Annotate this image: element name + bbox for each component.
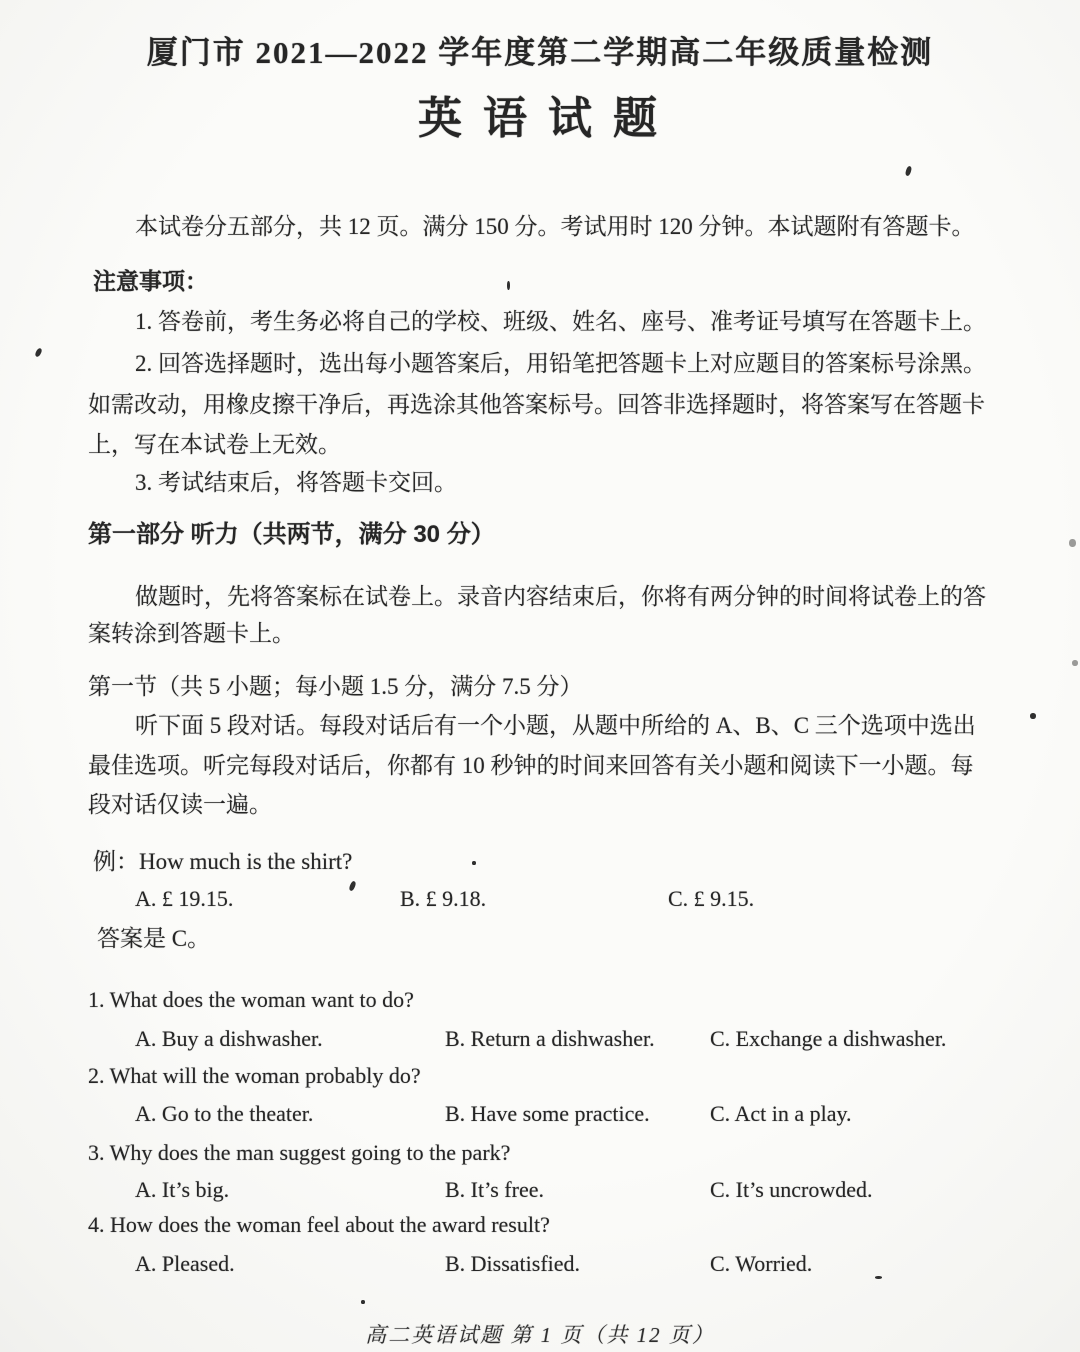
scan-speck (34, 347, 43, 357)
section1-direction-line-1: 听下面 5 段对话。每段对话后有一个小题，从题中所给的 A、B、C 三个选项中选出 (135, 713, 976, 738)
notice-item-1: 1. 答卷前，考生务必将自己的学校、班级、姓名、座号、准考证号填写在答题卡上。 (135, 309, 986, 334)
scan-speck (1072, 660, 1078, 666)
question-4-prompt: 4. How does the woman feel about the award result? (88, 1212, 550, 1237)
question-4-option-b: B. Dissatisfied. (445, 1251, 581, 1276)
example-option-c: C. £ 9.15. (668, 886, 755, 911)
question-1-prompt: 1. What does the woman want to do? (88, 987, 414, 1012)
part1-direction-line-1: 做题时，先将答案标在试卷上。录音内容结束后，你将有两分钟的时间将试卷上的答 (135, 584, 986, 609)
notice-item-2-line-3: 上，写在本试卷上无效。 (88, 432, 341, 457)
question-2-option-c: C. Act in a play. (710, 1101, 852, 1126)
page-footer: 高二英语试题 第 1 页（共 12 页） (365, 1323, 715, 1347)
scan-speck (905, 165, 913, 176)
example-options (88, 886, 1048, 916)
scan-speck (1069, 539, 1076, 547)
question-1-option-c: C. Exchange a dishwasher. (710, 1026, 947, 1051)
scan-speck (1030, 713, 1036, 719)
question-2-option-b: B. Have some practice. (445, 1101, 650, 1126)
notice-heading: 注意事项： (93, 268, 208, 294)
question-1-option-a: A. Buy a dishwasher. (135, 1026, 323, 1051)
scan-speck (472, 861, 476, 865)
question-4-options (88, 1251, 1048, 1281)
question-3-option-a: A. It’s big. (135, 1177, 230, 1202)
example-prompt: 例：How much is the shirt? (93, 849, 353, 874)
notice-item-3: 3. 考试结束后，将答题卡交回。 (135, 470, 457, 495)
scan-speck (875, 1276, 882, 1279)
question-1-option-b: B. Return a dishwasher. (445, 1026, 655, 1051)
question-4-option-a: A. Pleased. (135, 1251, 235, 1276)
example-option-a: A. £ 19.15. (135, 886, 234, 911)
question-2-options (88, 1101, 1048, 1131)
scan-speck (361, 1300, 365, 1304)
question-4-option-c: C. Worried. (710, 1251, 813, 1276)
question-3-prompt: 3. Why does the man suggest going to the park? (88, 1140, 511, 1165)
section1-direction-line-2: 最佳选项。听完每段对话后，你都有 10 秒钟的时间来回答有关小题和阅读下一小题。每 (88, 753, 974, 778)
question-2-option-a: A. Go to the theater. (135, 1101, 314, 1126)
notice-item-2-line-2: 如需改动，用橡皮擦干净后，再选涂其他答案标号。回答非选择题时，将答案写在答题卡 (88, 392, 985, 417)
section1-heading: 第一节（共 5 小题；每小题 1.5 分，满分 7.5 分） (88, 674, 583, 699)
example-answer: 答案是 C。 (97, 926, 211, 951)
part1-direction-line-2: 案转涂到答题卡上。 (88, 621, 295, 646)
exam-title: 厦门市 2021—2022 学年度第二学期高二年级质量检测 (146, 35, 934, 70)
section1-direction-line-3: 段对话仅读一遍。 (88, 792, 272, 817)
question-3-option-c: C. It’s uncrowded. (710, 1177, 873, 1202)
example-option-b: B. £ 9.18. (400, 886, 487, 911)
question-1-options (88, 1026, 1048, 1056)
exam-intro: 本试卷分五部分，共 12 页。满分 150 分。考试用时 120 分钟。本试题附有答题卡。 (135, 214, 975, 239)
notice-item-2-line-1: 2. 回答选择题时，选出每小题答案后，用铅笔把答题卡上对应题目的答案标号涂黑。 (135, 351, 986, 376)
scan-speck (507, 281, 510, 290)
part1-heading: 第一部分 听力（共两节，满分 30 分） (88, 521, 495, 548)
question-3-options (88, 1177, 1048, 1207)
question-3-option-b: B. It’s free. (445, 1177, 544, 1202)
exam-subject-title: 英 语 试 题 (418, 94, 662, 143)
question-2-prompt: 2. What will the woman probably do? (88, 1063, 421, 1088)
